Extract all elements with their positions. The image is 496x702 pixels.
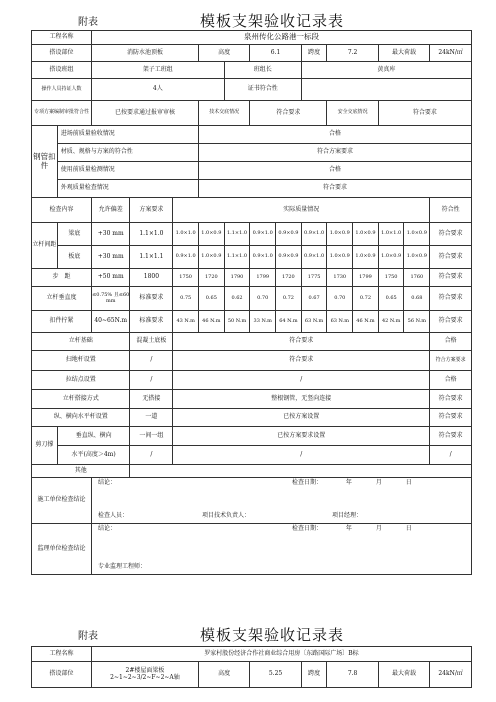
verticality-value: 0.62 xyxy=(224,287,250,311)
page1-header xyxy=(0,8,496,30)
verticality-value: 0.68 xyxy=(404,287,430,311)
col-tolerance: 允许偏差 xyxy=(91,198,130,223)
slab-row xyxy=(32,246,472,269)
brace-vertical-row xyxy=(32,427,472,446)
steel-row-3 xyxy=(32,162,472,180)
steel-row-1 xyxy=(32,126,472,144)
conclusion-label: 结论： xyxy=(97,479,116,486)
torque-value: 63 N.m xyxy=(327,311,353,333)
check-date xyxy=(292,526,412,533)
verticality-value: 0.70 xyxy=(250,287,276,311)
project-label: 工程名称 xyxy=(32,647,92,662)
steel-label-4: 外观质量检查情况 xyxy=(57,180,198,198)
beam-value: 1.0×1.0 xyxy=(378,223,404,246)
project-row xyxy=(32,647,472,662)
verticality-value: 0.72 xyxy=(276,287,302,311)
beam-value: 1.0×1.0 xyxy=(173,223,199,246)
leader-label: 班组长 xyxy=(224,62,301,79)
torque-value: 46 N.m xyxy=(198,311,224,333)
safety-label: 安全交底情况 xyxy=(327,101,378,126)
supervision-cell xyxy=(91,524,471,575)
slab-requirement: 1.1×1.1 xyxy=(130,246,173,269)
pole-spacing-label: 立杆间距 xyxy=(32,223,58,269)
year-label: 年 xyxy=(345,525,352,532)
lap-label: 立杆搭接方式 xyxy=(32,390,130,409)
project-value: 罗家村股份经济合作社商业综合用房〔东路国际广场〕B标 xyxy=(91,647,471,662)
steel-value-1: 合格 xyxy=(198,126,471,144)
sweep-conformity: 符合方案要求 xyxy=(430,351,472,371)
month-label: 月 xyxy=(375,479,382,486)
base-row xyxy=(32,333,472,351)
location-row xyxy=(32,45,472,62)
slab-value: 1.0×0.9 xyxy=(198,246,224,269)
step-value: 1799 xyxy=(250,269,276,287)
plan-value: 已按要求通过报审审核 xyxy=(91,101,198,126)
slab-value: 0.9×1.0 xyxy=(173,246,199,269)
leader-value: 黄真库 xyxy=(301,62,471,79)
tie-value: / xyxy=(173,371,430,390)
torque-value: 46 N.m xyxy=(353,311,379,333)
pm-label: 项目经理： xyxy=(331,512,362,520)
column-header-row xyxy=(32,198,472,223)
verticality-value: 0.72 xyxy=(353,287,379,311)
step-value: 1760 xyxy=(404,269,430,287)
slab-value: 1.0×0.9 xyxy=(327,246,353,269)
steel-value-2: 符合方案要求 xyxy=(198,144,471,162)
brace-horizontal-tolerance: / xyxy=(130,446,173,465)
location-value: 消防水池顶板 xyxy=(91,45,198,62)
team-label: 搭设班组 xyxy=(32,62,92,79)
team-row xyxy=(32,62,472,79)
cert-label: 证书符合性 xyxy=(224,79,301,101)
tech-label: 技术交底情况 xyxy=(198,101,249,126)
steel-label-2: 材质、规格与方案的符合性 xyxy=(57,144,198,162)
step-value: 1799 xyxy=(353,269,379,287)
lap-conformity: 符合要求 xyxy=(430,390,472,409)
hbar-tolerance: 一道 xyxy=(130,409,173,427)
brace-vertical-conformity: 符合要求 xyxy=(430,427,472,446)
acceptance-table-2 xyxy=(31,646,472,688)
appendix-label: 附表 xyxy=(78,17,98,28)
torque-requirement: 标准要求 xyxy=(130,311,173,333)
base-value: 符合要求 xyxy=(173,333,430,351)
col-conformity: 符合性 xyxy=(430,198,472,223)
verticality-value: 0.70 xyxy=(327,287,353,311)
step-value: 1790 xyxy=(224,269,250,287)
beam-tolerance: +30 mm xyxy=(91,223,130,246)
project-value: 泉州传化公路港一标段 xyxy=(91,31,471,45)
beam-requirement: 1.1×1.0 xyxy=(130,223,173,246)
verticality-tolerance: ≤0.75% 且≤60 mm xyxy=(91,287,130,311)
day-label: 日 xyxy=(405,525,412,532)
maxload-label: 最大荷载 xyxy=(378,45,429,62)
beam-value: 1.0×0.9 xyxy=(198,223,224,246)
torque-value: 43 N.m xyxy=(173,311,199,333)
sweep-label: 扫地杆设置 xyxy=(32,351,130,371)
techlead-label: 项目技术负责人： xyxy=(201,512,250,520)
beam-value: 0.9×0.9 xyxy=(276,223,302,246)
year-label: 年 xyxy=(345,479,352,486)
step-requirement: 1800 xyxy=(130,269,173,287)
plan-row xyxy=(32,101,472,126)
torque-value: 50 N.m xyxy=(224,311,250,333)
height-value: 6.1 xyxy=(250,45,301,62)
hbar-value: 已按方案设置 xyxy=(173,409,430,427)
torque-value: 33 N.m xyxy=(250,311,276,333)
page-title: 模板支架验收记录表 xyxy=(200,12,345,30)
beam-value: 0.9×1.0 xyxy=(301,223,327,246)
torque-value: 64 N.m xyxy=(276,311,302,333)
location-value xyxy=(91,662,198,688)
slab-conformity: 符合要求 xyxy=(430,246,472,269)
brace-vertical-tolerance: 一间一组 xyxy=(130,427,173,446)
brace-horizontal-label: 水平(高度＞4m) xyxy=(57,446,130,465)
torque-value: 42 N.m xyxy=(378,311,404,333)
step-value: 1750 xyxy=(173,269,199,287)
slab-value: 1.0×0.9 xyxy=(353,246,379,269)
project-row xyxy=(32,31,472,45)
lap-row xyxy=(32,390,472,409)
height-label: 高度 xyxy=(198,662,249,688)
cert-value xyxy=(301,79,471,101)
brace-vertical-label: 垂直纵、横向 xyxy=(57,427,130,446)
operators-row xyxy=(32,79,472,101)
span-label: 跨度 xyxy=(301,662,327,688)
span-value: 7.8 xyxy=(327,662,378,688)
beam-value: 1.0×0.9 xyxy=(353,223,379,246)
sweep-row xyxy=(32,351,472,371)
base-conformity: 合格 xyxy=(430,333,472,351)
project-label: 工程名称 xyxy=(32,31,92,45)
steel-row-4 xyxy=(32,180,472,198)
steel-value-3: 合格 xyxy=(198,162,471,180)
brace-horizontal-value: / xyxy=(173,446,430,465)
location-label: 搭设部位 xyxy=(32,45,92,62)
verticality-value: 0.65 xyxy=(378,287,404,311)
step-label: 步 距 xyxy=(32,269,92,287)
beam-value: 1.0×0.9 xyxy=(404,223,430,246)
torque-label: 扣件拧紧 xyxy=(32,311,92,333)
other-value xyxy=(130,465,472,478)
construction-label: 施工单位检查结论 xyxy=(32,478,92,524)
operators-label: 操作人员持证人数 xyxy=(32,79,92,101)
step-value: 1720 xyxy=(198,269,224,287)
span-label: 跨度 xyxy=(301,45,327,62)
hbar-conformity: 符合要求 xyxy=(430,409,472,427)
hbar-row xyxy=(32,409,472,427)
verticality-value: 0.67 xyxy=(301,287,327,311)
page-title: 模板支架验收记录表 xyxy=(200,626,345,644)
steel-group-label: 钢管扣件 xyxy=(32,126,58,198)
step-conformity: 符合要求 xyxy=(430,269,472,287)
acceptance-table xyxy=(31,30,472,575)
tie-conformity: 合格 xyxy=(430,371,472,390)
construction-cell xyxy=(91,478,471,524)
torque-value: 56 N.m xyxy=(404,311,430,333)
maxload-value: 24kN/㎡ xyxy=(430,45,472,62)
lap-tolerance: 无搭接 xyxy=(130,390,173,409)
operators-value: 4人 xyxy=(91,79,224,101)
location-line-2: 2~1~2~3/2~F~2~A轴 xyxy=(110,673,180,681)
brace-horizontal-row xyxy=(32,446,472,465)
base-label: 立杆基础 xyxy=(32,333,130,351)
team-value: 架子工班组 xyxy=(91,62,224,79)
tie-label: 拉结点设置 xyxy=(32,371,130,390)
steel-row-2 xyxy=(32,144,472,162)
beam-label: 梁底 xyxy=(57,223,91,246)
slab-label: 板底 xyxy=(57,246,91,269)
verticality-value: 0.75 xyxy=(173,287,199,311)
supervision-row xyxy=(32,524,472,575)
supervision-label: 监理单位检查结论 xyxy=(32,524,92,575)
tie-row xyxy=(32,371,472,390)
other-label: 其他 xyxy=(32,465,130,478)
slab-value: 1.0×0.9 xyxy=(404,246,430,269)
verticality-label: 立杆垂直度 xyxy=(32,287,92,311)
beam-value: 0.9×1.0 xyxy=(250,223,276,246)
slab-value: 1.0×0.9 xyxy=(378,246,404,269)
inspector-label: 检查人员： xyxy=(97,512,128,520)
location-label: 搭设部位 xyxy=(32,662,92,688)
brace-vertical-value: 已按方案要求设置 xyxy=(173,427,430,446)
check-date-label: 检查日期： xyxy=(291,479,322,486)
steel-label-1: 进场前质量验收情况 xyxy=(57,126,198,144)
step-value: 1720 xyxy=(276,269,302,287)
steel-label-3: 使用前质量检测情况 xyxy=(57,162,198,180)
check-date xyxy=(292,480,412,487)
span-value: 7.2 xyxy=(327,45,378,62)
appendix-label: 附表 xyxy=(78,631,98,642)
height-value: 5.25 xyxy=(250,662,301,688)
tie-tolerance: / xyxy=(130,371,173,390)
day-label: 日 xyxy=(405,479,412,486)
sweep-value: 符合要求 xyxy=(173,351,430,371)
construction-row xyxy=(32,478,472,524)
other-row xyxy=(32,465,472,478)
maxload-label: 最大荷载 xyxy=(378,662,429,688)
location-row xyxy=(32,662,472,688)
verticality-value: 0.65 xyxy=(198,287,224,311)
hbar-label: 纵、横向水平杆设置 xyxy=(32,409,130,427)
beam-row xyxy=(32,223,472,246)
step-row xyxy=(32,269,472,287)
step-value: 1775 xyxy=(301,269,327,287)
beam-value: 1.1×1.0 xyxy=(224,223,250,246)
beam-value: 1.0×0.9 xyxy=(327,223,353,246)
steel-value-4: 符合要求 xyxy=(198,180,471,198)
sweep-tolerance: / xyxy=(130,351,173,371)
location-line-1: 2#楼屋面梁板 xyxy=(125,666,165,674)
tech-value: 符合要求 xyxy=(250,101,327,126)
col-item: 检查内容 xyxy=(32,198,92,223)
slab-value: 0.9×1.0 xyxy=(301,246,327,269)
conclusion-label: 结论： xyxy=(97,525,116,532)
col-requirement: 方案要求 xyxy=(130,198,173,223)
slab-value: 1.1×1.0 xyxy=(224,246,250,269)
torque-conformity: 符合要求 xyxy=(430,311,472,333)
brace-horizontal-conformity: / xyxy=(430,446,472,465)
safety-value: 符合要求 xyxy=(378,101,471,126)
verticality-requirement: 标准要求 xyxy=(130,287,173,311)
step-tolerance: +50 mm xyxy=(91,269,130,287)
slab-value: 0.9×0.9 xyxy=(276,246,302,269)
month-label: 月 xyxy=(375,525,382,532)
slab-value: 0.9×1.0 xyxy=(250,246,276,269)
page2-header xyxy=(0,622,496,644)
slab-tolerance: +30 mm xyxy=(91,246,130,269)
lap-value: 整根钢管，无竖向连接 xyxy=(173,390,430,409)
engineer-label: 专业监理工程师： xyxy=(97,563,146,571)
torque-row xyxy=(32,311,472,333)
col-actual: 实际质量情况 xyxy=(173,198,430,223)
step-value: 1730 xyxy=(327,269,353,287)
torque-tolerance: 40~65N.m xyxy=(91,311,130,333)
beam-conformity: 符合要求 xyxy=(430,223,472,246)
torque-value: 63 N.m xyxy=(301,311,327,333)
check-date-label: 检查日期： xyxy=(291,525,322,532)
maxload-value: 24kN/㎡ xyxy=(430,662,472,688)
verticality-conformity: 符合要求 xyxy=(430,287,472,311)
step-value: 1750 xyxy=(378,269,404,287)
height-label: 高度 xyxy=(198,45,249,62)
plan-label: 专项方案编制审批符合性 xyxy=(32,101,92,126)
verticality-row xyxy=(32,287,472,311)
base-tolerance: 混凝土底板 xyxy=(130,333,173,351)
brace-group-label: 剪刀撑 xyxy=(32,427,58,465)
